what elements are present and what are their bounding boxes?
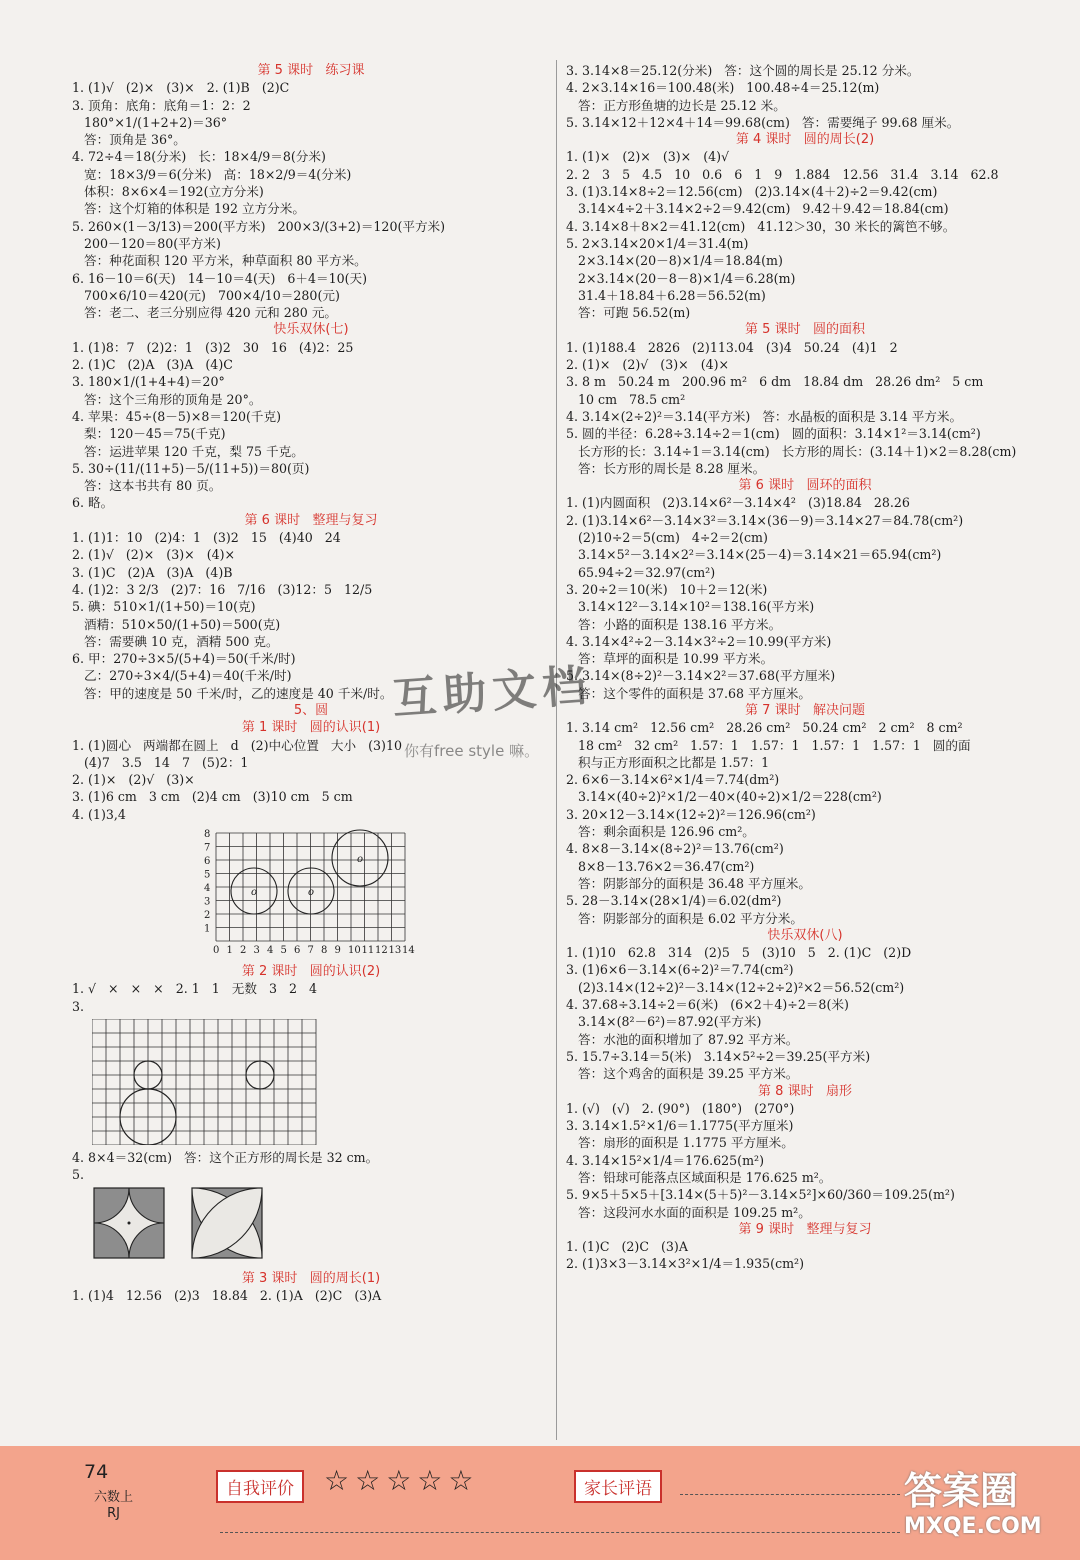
answer-line: 1. (1)× (2)× (3)× (4)√: [566, 149, 730, 165]
square-figure-2: [192, 1188, 262, 1258]
section-heading: 第 8 课时 扇形: [758, 1083, 852, 1099]
answer-line: 6. 略。: [72, 495, 114, 511]
answer-line: (2)3.14×(12÷2)²－3.14×(12÷2÷2)²×2＝56.52(cm²): [566, 979, 905, 995]
grid-y-label: 5: [204, 869, 211, 881]
answer-line: 1. (1)4 12.56 (2)3 18.84 2. (1)A (2)C (3)A: [72, 1287, 382, 1303]
grid-x-label: 5: [280, 945, 287, 957]
answer-line: 答：这个灯箱的体积是 192 立方分米。: [72, 201, 305, 217]
answer-line: 4. 2×3.14×16＝100.48(米) 100.48÷4＝25.12(m): [566, 80, 880, 96]
answer-line: 答：阴影部分的面积是 6.02 平方分米。: [566, 910, 803, 926]
answer-line: 答：甲的速度是 50 千米/时，乙的速度是 40 千米/时。: [72, 685, 393, 701]
square-figure-1: [94, 1188, 164, 1258]
answer-line: 5. 2×3.14×20×1/4＝31.4(m): [566, 235, 749, 251]
answer-line: 3. (1)C (2)A (3)A (4)B: [72, 564, 233, 580]
grid-y-label: 3: [204, 896, 211, 908]
section-heading: 第 6 课时 圆环的面积: [738, 478, 872, 494]
answer-line: 3. 3.14×8＝25.12(分米) 答：这个圆的周长是 25.12 分米。: [566, 63, 920, 78]
answer-line: 答：种花面积 120 平方米，种草面积 80 平方米。: [72, 253, 367, 269]
answer-line: 3. 20÷2＝10(米) 10＋2＝12(米): [566, 581, 768, 597]
answer-line: 65.94÷2＝32.97(cm²): [566, 564, 716, 580]
answer-line: 31.4＋18.84＋6.28＝56.52(m): [566, 287, 766, 303]
rating-stars: ☆☆☆☆☆: [324, 1464, 480, 1497]
circle-grid-figure: [202, 827, 550, 959]
answer-line: 答：需要碘 10 克，酒精 500 克。: [72, 633, 279, 649]
answer-line: 180°×1/(1+2+2)＝36°: [72, 114, 228, 130]
self-evaluation-label: 自我评价: [216, 1470, 304, 1503]
answer-line: 4. (1)2：3 2/3 (2)7：16 7/16 (3)12：5 12/5: [72, 581, 373, 597]
answer-line: 1. (1)1：10 (2)4：1 (3)2 15 (4)40 24: [72, 530, 341, 546]
answer-line: 3. 180×1/(1+4+4)＝20°: [72, 374, 225, 390]
grid-x-label: 9: [334, 945, 341, 957]
page-number: 74: [84, 1461, 109, 1483]
answer-line: 4. 8×4＝32(cm) 答：这个正方形的周长是 32 cm。: [72, 1149, 379, 1165]
answer-line: 5. 28－3.14×(28×1/4)＝6.02(dm²): [566, 893, 782, 909]
answer-line: 宽：18×3/9＝6(分米) 高：18×2/9＝4(分米): [72, 166, 352, 182]
section-heading: 第 3 课时 圆的周长(1): [241, 1270, 381, 1286]
answer-line: (4)7 3.5 14 7 (5)2：1: [72, 754, 249, 770]
answer-line: 答：这段河水水面的面积是 109.25 m²。: [566, 1204, 811, 1220]
answer-line: 答：这个鸡舍的面积是 39.25 平方米。: [566, 1066, 799, 1082]
answer-line: 5. 3.14×(8÷2)²－3.14×2²＝37.68(平方厘米): [566, 668, 836, 684]
section-heading: 第 1 课时 圆的认识(1): [241, 720, 381, 736]
answer-line: 5. 圆的半径：6.28÷3.14÷2＝1(cm) 圆的面积：3.14×1²＝3.14(cm²): [566, 426, 981, 442]
section-heading: 第 5 课时 圆的面积: [745, 322, 865, 338]
answer-line: 答：长方形的周长是 8.28 厘米。: [566, 460, 766, 476]
answer-line: 5. 9×5＋5×5＋[3.14×(5＋5)²－3.14×5²]×60/360＝109.25(m²): [566, 1187, 955, 1203]
answer-line: 10 cm 78.5 cm²: [566, 391, 686, 407]
answer-line: 答：顶角是 36°。: [72, 132, 186, 148]
site-logo: 答案圈: [904, 1469, 1019, 1513]
answer-line: 酒精：510×50/(1+50)＝500(克): [72, 616, 281, 632]
grid-x-label: 1: [226, 945, 233, 957]
answer-line: 3.14×12²－3.14×10²＝138.16(平方米): [566, 599, 815, 615]
answer-line: 2×3.14×(20－8)×1/4＝18.84(m): [566, 253, 783, 269]
answer-line: 3.14×(40÷2)²×1/2－40×(40÷2)×1/2＝228(cm²): [566, 789, 882, 805]
parent-comment-label: 家长评语: [574, 1470, 662, 1503]
grid-y-label: 1: [204, 923, 211, 935]
answer-line: 1. (1)188.4 2826 (2)113.04 (3)4 50.24 (4)1 2: [566, 339, 898, 355]
left-block-3: [72, 1149, 550, 1184]
answer-line: 3. (1)6 cm 3 cm (2)4 cm (3)10 cm 5 cm: [72, 789, 353, 805]
section-heading: 第 2 课时 圆的认识(2): [241, 964, 381, 980]
answer-line: 答：铅球可能落点区域面积是 176.625 m²。: [566, 1170, 832, 1185]
answer-line: 答：这个三角形的顶角是 20°。: [72, 391, 262, 407]
circle-center-label: o: [308, 887, 315, 899]
answer-line: 4. 3.14×(2÷2)²＝3.14(平方米) 答：水晶板的面积是 3.14 平方米。: [566, 408, 963, 424]
answer-line: 1. 3.14 cm² 12.56 cm² 28.26 cm² 50.24 cm² 2 cm² 8 cm²: [566, 720, 963, 736]
answer-line: 4. (1)3,4: [72, 806, 126, 822]
answer-line: 1. (1)√ (2)× (3)× 2. (1)B (2)C: [72, 80, 290, 96]
answer-line: 3. 顶角：底角：底角＝1：2：2: [72, 97, 251, 113]
answer-line: 2. (1)3×3－3.14×3²×1/4＝1.935(cm²): [566, 1256, 805, 1272]
answer-line: 1. (1)内圆面积 (2)3.14×6²－3.14×4² (3)18.84 28.26: [566, 495, 910, 511]
answer-line: 答：扇形的面积是 1.1775 平方厘米。: [566, 1135, 794, 1151]
answer-line: 答：阴影部分的面积是 36.48 平方厘米。: [566, 875, 811, 891]
answer-line: 答：草坪的面积是 10.99 平方米。: [566, 651, 774, 667]
answer-line: 2. 6×6－3.14×6²×1/4＝7.74(dm²): [566, 772, 780, 788]
answer-line: 5. 30÷(11/(11+5)－5/(11+5))＝80(页): [72, 460, 310, 476]
answer-line: 答：水池的面积增加了 87.92 平方米。: [566, 1031, 799, 1047]
book-label: [94, 1490, 133, 1522]
answer-line: 2×3.14×(20－8－8)×1/4＝6.28(m): [566, 270, 796, 286]
answer-line: 1. (1)C (2)C (3)A: [566, 1239, 688, 1255]
answer-line: 答：老二、老三分别应得 420 元和 280 元。: [72, 305, 338, 321]
watermark-text: 互助文档: [390, 660, 594, 725]
answer-line: 2. (1)√ (2)× (3)× (4)×: [72, 547, 236, 563]
answer-line: 3. 3.14×1.5²×1/6＝1.1775(平方厘米): [566, 1118, 794, 1134]
answer-line: 答：小路的面积是 138.16 平方米。: [566, 616, 782, 632]
right-block: [566, 62, 1044, 1273]
circle-center-label: o: [357, 854, 364, 866]
section-heading: 第 9 课时 整理与复习: [738, 1221, 872, 1237]
answer-line: 6. 16－10＝6(天) 14－10＝4(天) 6＋4＝10(天): [72, 270, 368, 286]
answer-line: 1. √ × × × 2. 1 1 无数 3 2 4: [72, 981, 318, 997]
grid-y-label: 8: [204, 829, 211, 841]
answer-line: 答：剩余面积是 126.96 cm²。: [566, 824, 755, 840]
grid-x-label: 6: [294, 945, 301, 957]
answer-line: 3. (1)3.14×8÷2＝12.56(cm) (2)3.14×(4＋2)÷2＝9.42(cm): [566, 184, 938, 200]
answer-line: 2. (1)3.14×6²－3.14×3²＝3.14×(36－9)＝3.14×27＝84.78(cm²): [566, 512, 964, 528]
answer-line: 3. 8 m 50.24 m 200.96 m² 6 dm 18.84 dm 28.26 dm² 5 cm: [566, 374, 984, 390]
answer-line: 答：这本书共有 80 页。: [72, 478, 222, 494]
section-heading: 第 7 课时 解决问题: [745, 702, 865, 718]
section-heading: 快乐双休(八): [767, 927, 843, 943]
grid-x-label: 0: [213, 945, 220, 957]
answer-line: 5. 3.14×12＋12×4＋14＝99.68(cm) 答：需要绳子 99.68 厘米。: [566, 114, 960, 130]
grid-x-label: 10: [348, 945, 361, 957]
section-heading: 5、圆: [293, 702, 329, 718]
answer-line: 2. (1)× (2)√ (3)×: [72, 772, 195, 788]
answer-line: 4. 3.14×8＋8×2＝41.12(cm) 41.12＞30，30 米长的篱笆不够。: [566, 218, 956, 234]
answer-line: 3.: [72, 998, 85, 1014]
square-figures: [92, 1186, 550, 1266]
grid-y-label: 4: [204, 883, 211, 895]
snowman-grid-figure: [92, 1019, 550, 1145]
answer-line: 5. 碘：510×1/(1+50)＝10(克): [72, 599, 256, 615]
answer-line: 4. 苹果：45÷(8－5)×8＝120(千克): [72, 408, 282, 424]
grid-x-label: 3: [253, 945, 260, 957]
grid-x-label: 12: [375, 945, 388, 957]
answer-line: 200－120＝80(平方米): [72, 235, 221, 251]
answer-line: 2. 2 3 5 4.5 10 0.6 6 1 9 1.884 12.56 31.4 3.14 62.8: [566, 166, 999, 182]
section-heading: 第 5 课时 练习课: [257, 63, 365, 78]
answer-line: 1. (1)10 62.8 314 (2)5 5 (3)10 5 2. (1)C (2)D: [566, 945, 912, 961]
answer-line: 4. 8×8－3.14×(8÷2)²＝13.76(cm²): [566, 841, 784, 857]
site-logo-url: MXQE.COM: [904, 1514, 1042, 1539]
answer-line: 梨：120－45＝75(千克): [72, 426, 226, 442]
answer-line: 乙：270÷3×4/(5+4)＝40(千米/时): [72, 668, 292, 684]
grid-x-label: 8: [321, 945, 328, 957]
answer-line: 2. (1)C (2)A (3)A (4)C: [72, 357, 233, 373]
left-block-4: [72, 1270, 550, 1305]
section-heading: 第 6 课时 整理与复习: [244, 512, 378, 528]
grid-x-label: 2: [240, 945, 247, 957]
answer-line: 答：运进苹果 120 千克，梨 75 千克。: [72, 443, 304, 459]
section-heading: 第 4 课时 圆的周长(2): [735, 132, 875, 148]
grid-x-label: 4: [267, 945, 274, 957]
answer-line: 700×6/10＝420(元) 700×4/10＝280(元): [72, 287, 340, 303]
answer-line: 1. (√) (√) 2. (90°) (180°) (270°): [566, 1100, 795, 1116]
answer-line: 2. (1)× (2)√ (3)× (4)×: [566, 357, 730, 373]
right-column: [566, 62, 1044, 1273]
section-heading: 快乐双休(七): [273, 322, 349, 338]
answer-line: 3.14×(8²－6²)＝87.92(平方米): [566, 1014, 762, 1030]
left-block-2: [72, 963, 550, 1015]
edition-label: RJ: [107, 1506, 120, 1521]
grid-x-label: 11: [361, 945, 375, 957]
grid-y-label: 7: [204, 842, 211, 854]
answer-line: 积与正方形面积之比都是 1.57：1: [566, 754, 770, 770]
grid-x-label: 7: [307, 945, 314, 957]
grid-x-label: 14: [402, 945, 415, 957]
answer-line: 答：这个零件的面积是 37.68 平方厘米。: [566, 685, 811, 701]
circle-center-label: o: [251, 887, 258, 899]
answer-line: 答：正方形鱼塘的边长是 25.12 米。: [566, 97, 786, 113]
answer-line: (2)10÷2＝5(cm) 4÷2＝2(cm): [566, 530, 768, 546]
watermark-subtext: 你有free style 嘛。: [404, 742, 540, 760]
answer-line: 4. 3.14×15²×1/4＝176.625(m²): [566, 1152, 764, 1168]
answer-line: 18 cm² 32 cm² 1.57：1 1.57：1 1.57：1 1.57：1 圆的面: [566, 737, 971, 753]
grid-y-label: 2: [204, 910, 211, 922]
answer-line: 4. 37.68÷3.14÷2＝6(米) (6×2＋4)÷2＝8(米): [566, 997, 849, 1013]
answer-line: 体积：8×6×4＝192(立方分米): [72, 184, 264, 200]
answer-line: 5. 15.7÷3.14＝5(米) 3.14×5²÷2＝39.25(平方米): [566, 1048, 871, 1064]
answer-line: 4. 72÷4＝18(分米) 长：18×4/9＝8(分米): [72, 149, 326, 165]
grid-y-label: 6: [204, 856, 211, 868]
answer-line: 6. 甲：270÷3×5/(5+4)＝50(千米/时): [72, 651, 296, 667]
answer-line: 5. 260×(1－3/13)＝200(平方米) 200×3/(3+2)＝120(平方米): [72, 218, 446, 234]
answer-line: 1. (1)圆心 两端都在圆上 d (2)中心位置 大小 (3)10: [72, 737, 402, 753]
grid-x-label: 13: [388, 945, 402, 957]
answer-line: 5.: [72, 1167, 85, 1183]
answer-line: 3.14×5²－3.14×2²＝3.14×(25－4)＝3.14×21＝65.94(cm²): [566, 547, 942, 563]
answer-line: 3. 20×12－3.14×(12÷2)²＝126.96(cm²): [566, 806, 816, 822]
column-divider: [556, 60, 557, 1440]
book-title: 六数上: [94, 1490, 134, 1505]
answer-line: 8×8－13.76×2＝36.47(cm²): [566, 858, 755, 874]
comment-line-1: [680, 1494, 900, 1495]
answer-line: 1. (1)8：7 (2)2：1 (3)2 30 16 (4)2：25: [72, 339, 354, 355]
comment-line-2: [220, 1532, 900, 1533]
answer-line: 长方形的长：3.14÷1＝3.14(cm) 长方形的周长：(3.14＋1)×2＝8.28(cm): [566, 443, 1017, 459]
answer-line: 3.14×4÷2＋3.14×2÷2＝9.42(cm) 9.42＋9.42＝18.84(cm): [566, 201, 949, 217]
answer-line: 3. (1)6×6－3.14×(6÷2)²＝7.74(cm²): [566, 962, 794, 978]
answer-line: 答：可跑 56.52(m): [566, 305, 691, 321]
answer-line: 4. 3.14×4²÷2－3.14×3²÷2＝10.99(平方米): [566, 633, 832, 649]
